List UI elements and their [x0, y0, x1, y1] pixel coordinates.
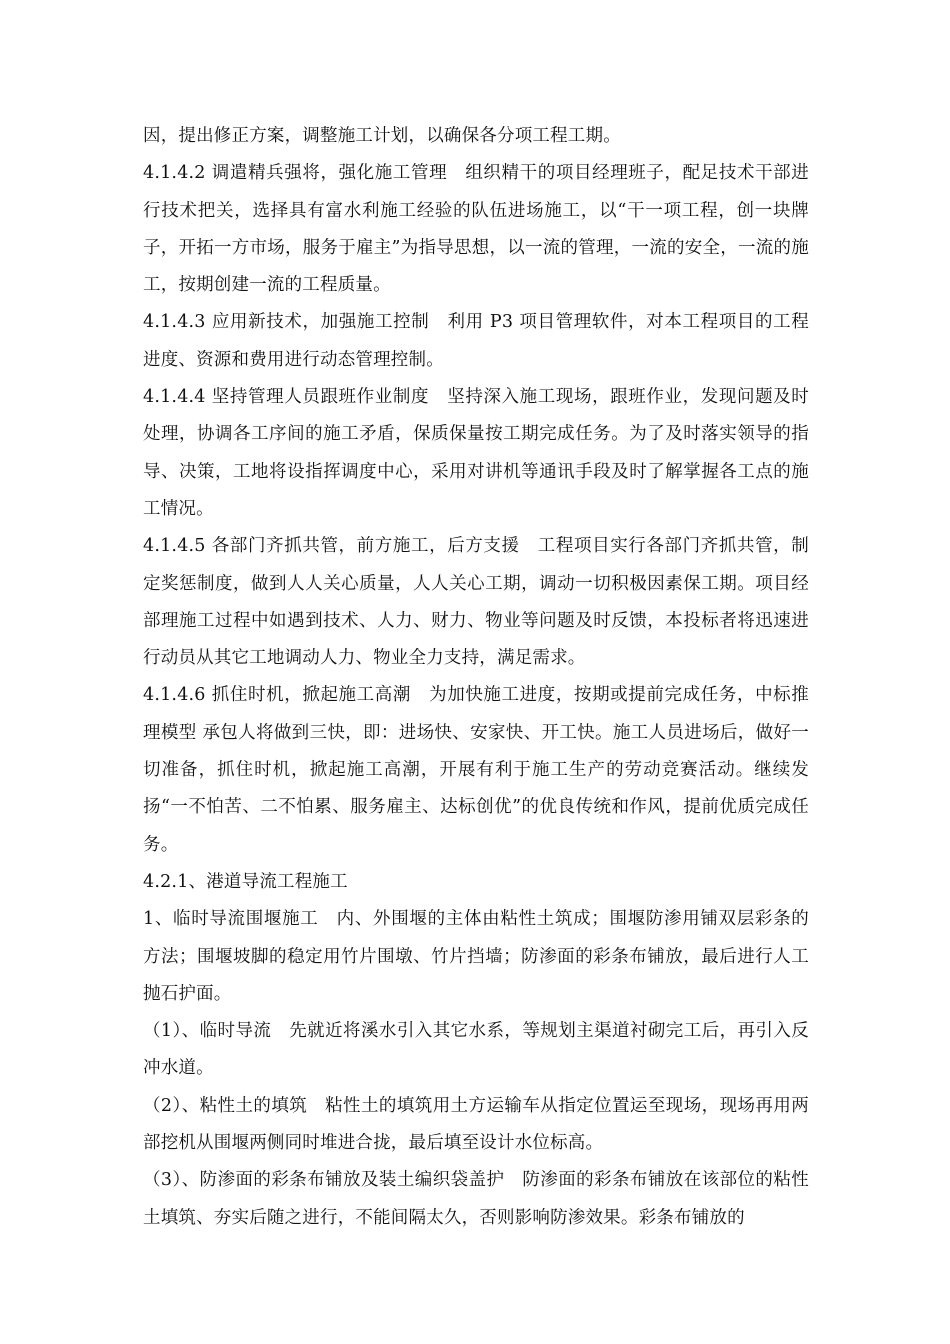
paragraph-1: 因，提出修正方案，调整施工计划，以确保各分项工程工期。 — [143, 126, 621, 146]
paragraph-5: 4.1.4.5 各部门齐抓共管，前方施工，后方支援 工程项目实行各部门齐抓共管，制定奖惩制度，做到人人关心质量，人人关心工期，调动一切积极因素保工期。项目经部理施工过程中如遇到技术、人力、财力、物业等问题及时反馈，本投标者将迅速进行动员从其它工地调动人力、物业全力支持，满足需求。 — [143, 536, 809, 669]
paragraph-4: 4.1.4.4 坚持管理人员跟班作业制度 坚持深入施工现场，跟班作业，发现问题及时处理，协调各工序间的施工矛盾，保质保量按工期完成任务。为了及时落实领导的指导、决策，工地将设指挥调度中心，采用对讲机等通讯手段及时了解掌握各工点的施工情况。 — [143, 387, 809, 519]
paragraph-9: （2）、粘性土的填筑 粘性土的填筑用土方运输车从指定位置运至现场，现场再用两部挖机从围堰两侧同时堆进合拢，最后填至设计水位标高。 — [143, 1095, 809, 1154]
paragraph-2: 4.1.4.2 调遣精兵强将，强化施工管理 组织精干的项目经理班子，配足技术干部进行技术把关，选择具有富水利施工经验的队伍进场施工，以“干一项工程，创一块牌子，开拓一方市场，服务于雇主”为指导思想，以一流的管理，一流的安全，一流的施工，按期创建一流的工程质量。 — [143, 163, 809, 296]
paragraph-6: 4.1.4.6 抓住时机，掀起施工高潮 为加快施工进度，按期或提前完成任务，中标推理模型 承包人将做到三快，即：进场快、安家快、开工快。施工人员进场后，做好一切准备，抓住时机，掀起施工高潮，开展有利于施工生产的劳动竞赛活动。继续发扬“一不怕苦、二不怕累、服务雇主、达标创优”的优良传统和作风，提前优质完成任务。 — [143, 685, 809, 855]
section-heading: 4.2.1、港道导流工程施工 — [143, 871, 348, 892]
paragraph-7: 1、临时导流围堰施工 内、外围堰的主体由粘性土筑成；围堰防渗用铺双层彩条的方法；围堰坡脚的稳定用竹片围墩、竹片挡墙；防渗面的彩条布铺放，最后进行人工抛石护面。 — [143, 909, 809, 1004]
paragraph-3: 4.1.4.3 应用新技术，加强施工控制 利用 P3 项目管理软件，对本工程项目的工程进度、资源和费用进行动态管理控制。 — [143, 312, 809, 370]
paragraph-8: （1）、临时导流 先就近将溪水引入其它水系，等规划主渠道衬砌完工后，再引入反冲水道。 — [143, 1021, 809, 1079]
paragraph-10: （3）、防渗面的彩条布铺放及装土编织袋盖护 防渗面的彩条布铺放在该部位的粘性土填筑、夯实后随之进行，不能间隔太久，否则影响防渗效果。彩条布铺放的 — [143, 1170, 809, 1228]
document-body — [143, 118, 809, 1237]
